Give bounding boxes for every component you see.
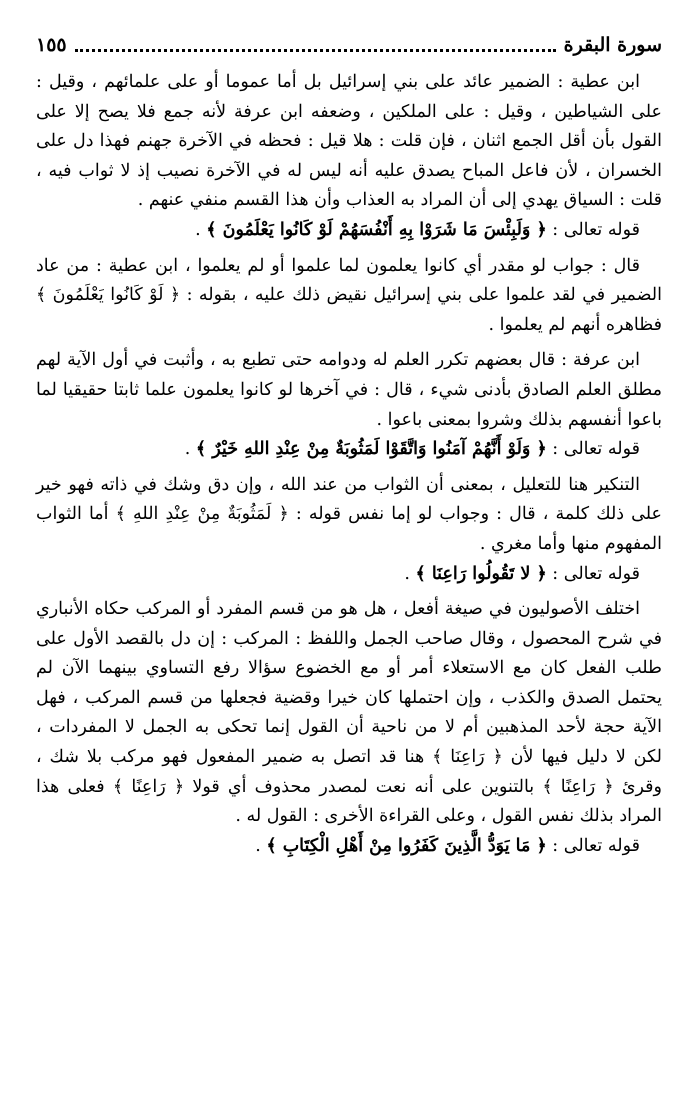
quran-verse: ﴿ وَلَوْ أَنَّهُمْ آمَنُوا وَاتَّقَوْا لَمَثُوبَةٌ مِنْ عِنْدِ اللهِ خَيْرٌ ﴾ <box>195 439 547 460</box>
paragraph-tankir: التنكير هنا للتعليل ، بمعنى أن الثواب من عند الله ، وإن دق وشك في ذاته فهو خير على ذلك كلمة ، قال : وجواب لو إما نفس قوله : ﴿ لَمَثُوبَةٌ مِنْ عِنْدِ اللهِ ﴾ أما الثواب المفهوم منها وأما مغري . <box>36 474 662 554</box>
header-dotted-rule <box>75 39 556 52</box>
page-header <box>36 28 662 62</box>
verse-lead: قوله تعالى : <box>546 835 640 856</box>
paragraph-jawab-law: قال : جواب لو مقدر أي كانوا يعلمون لما علموا أو لم يعلموا ، ابن عطية : من عاد الضمير في لقد علموا على بني إسرائيل نقيض ذلك عليه ، بقوله : ﴿ لَوْ كَانُوا يَعْلَمُونَ ﴾ فظاهره أنهم لم يعلموا . <box>36 255 662 335</box>
book-page <box>36 28 662 861</box>
verse-line-4 <box>36 832 662 862</box>
verse-tail: . <box>404 563 416 584</box>
verse-line-3 <box>36 560 662 590</box>
paragraph-ibn-atiyya-1: ابن عطية : الضمير عائد على بني إسرائيل بل أما عموما أو على علمائهم ، وقيل : على الشياطين ، وقيل : على الملكين ، وضعفه ابن عرفة لأنه جمع فلا يصح إلا على القول بأن أقل الجمع اثنان ، فإن قلت : هلا قيل : فحظه في الآخرة جهنم فهذا دل على الخسران ، لأن فاعل المباح يصدق عليه أنه ليس له في الآخرة نصيب إذ لا ثواب فيه ، قلت : السياق يهدي إلى أن المراد به العذاب وأن هذا القسم منفي عنهم . <box>36 72 662 211</box>
page-number: ١٥٥ <box>36 34 67 56</box>
quran-verse: ﴿ مَا يَوَدُّ الَّذِينَ كَفَرُوا مِنْ أَهْلِ الْكِتَابِ ﴾ <box>266 835 547 856</box>
verse-lead: قوله تعالى : <box>546 439 640 460</box>
verse-lead: قوله تعالى : <box>546 219 640 240</box>
verse-tail: . <box>255 835 267 856</box>
quran-verse: ﴿ وَلَبِئْسَ مَا شَرَوْا بِهِ أَنْفُسَهُمْ لَوْ كَانُوا يَعْلَمُونَ ﴾ <box>206 219 547 240</box>
verse-line-2 <box>36 435 662 465</box>
surah-title: سورة البقرة <box>563 34 662 56</box>
verse-tail: . <box>195 219 207 240</box>
verse-lead: قوله تعالى : <box>546 563 640 584</box>
paragraph-usuliyyun: اختلف الأصوليون في صيغة أفعل ، هل هو من قسم المفرد أو المركب حكاه الأنباري في شرح المحصول ، وقال صاحب الجمل واللفظ : المركب : إن دل بالقصد الأول على طلب الفعل كان مع الاستعلاء أمر أو مع الخضوع سؤالا رفع التساوي بينهما الآن لم يحتمل الصدق والكذب ، وإن احتملها كان خيرا وقضية فجعلها من قسم المركب ، فهل الآية حجة لأحد المذهبين أم لا من ناحية أن القول إنما تحكى به الجمل لا المفردات ، لكن لا دليل فيها لأن ﴿ رَاعِنَا ﴾ هنا قد اتصل به ضمير المفعول فهو مركب بلا شك ، وقرئ ﴿ رَاعِنًا ﴾ بالتنوين على أنه نعت لمصدر محذوف أي قولا ﴿ رَاعِنًا ﴾ فعلى هذا المراد بذلك نفس القول ، وعلى القراءة الأخرى : القول له . <box>36 599 662 827</box>
verse-tail: . <box>184 439 196 460</box>
quran-verse: ﴿ لا تَقُولُوا رَاعِنَا ﴾ <box>415 563 547 584</box>
page-body <box>36 68 662 861</box>
paragraph-ibn-arafa: ابن عرفة : قال بعضهم تكرر العلم له ودوامه حتى تطبع به ، وأثبت في أول الآية لهم مطلق العلم الصادق بأدنى شيء ، قال : في آخرها لو كانوا يعلمون علما ثابتا حقيقيا لما باعوا أنفسهم بذلك وشروا بمعنى باعوا . <box>36 350 662 430</box>
verse-line-1 <box>36 216 662 246</box>
